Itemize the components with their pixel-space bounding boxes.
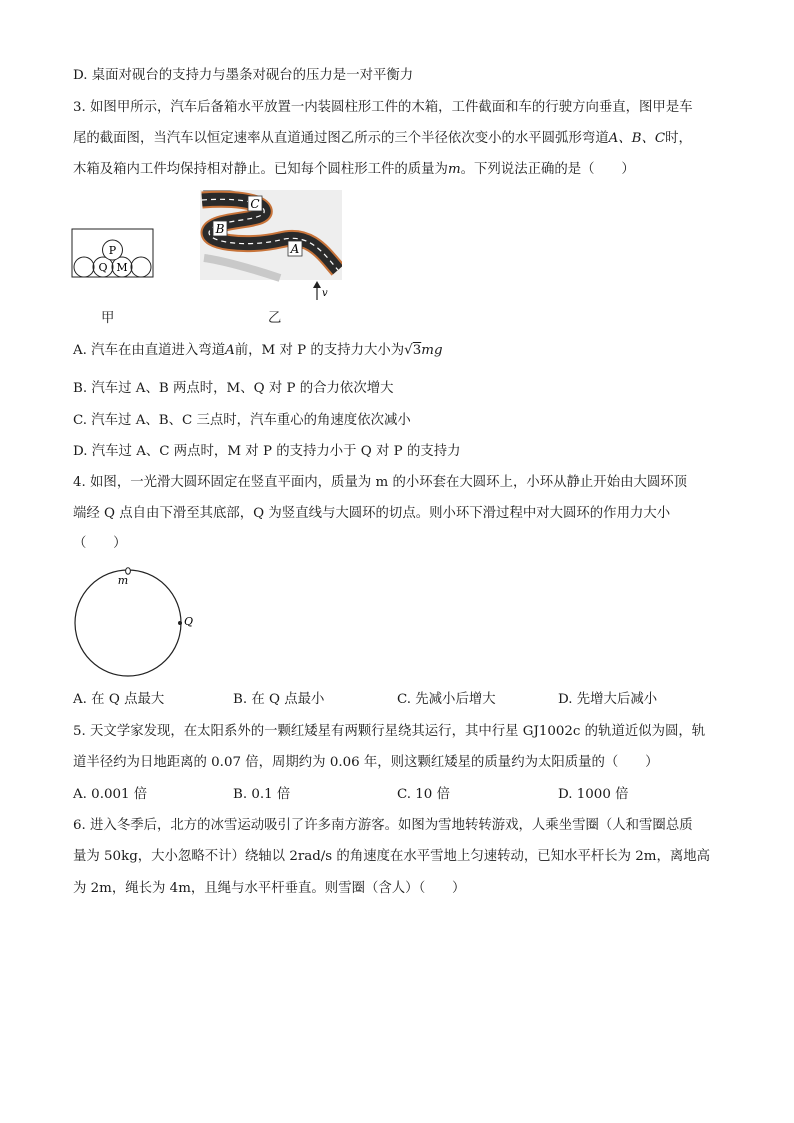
q5-option-a: A. 0.001 倍 (73, 787, 148, 802)
q2-option-d: D. 桌面对砚台的支持力与墨条对砚台的压力是一对平衡力 (73, 68, 414, 83)
cylinder-right-outer (131, 257, 151, 277)
label-m: M (116, 261, 128, 274)
q4-stem-line2: 端经 Q 点自由下滑至其底部，Q 为竖直线与大圆环的切点。则小环下滑过程中对大圆环的作用力大小 (73, 506, 671, 521)
q3-option-a: A. 汽车在由直道进入弯道A前，M 对 P 的支持力大小为√3mg (73, 343, 443, 358)
label-q: Q (98, 261, 108, 274)
q3-option-d: D. 汽车过 A、C 两点时，M 对 P 的支持力小于 Q 对 P 的支持力 (73, 444, 461, 459)
q4-option-c: C. 先减小后增大 (397, 692, 496, 707)
q3-bend-letters: A、B、C (608, 131, 666, 146)
q5-option-b: B. 0.1 倍 (233, 787, 291, 802)
q4-ring-figure (70, 566, 200, 681)
q5-stem-line1: 5. 天文学家发现，在太阳系外的一颗红矮星有两颗行星绕其运行，其中行星 GJ1002c 的轨道近似为圆，轨 (73, 724, 706, 739)
label-p: P (108, 244, 117, 257)
velocity-label: v (322, 288, 328, 299)
q6-stem-line1: 6. 进入冬季后，北方的冰雪运动吸引了许多南方游客。如图为雪地转转游戏，人乘坐雪圈（人和雪圈总质 (73, 818, 693, 833)
q4-stem-line1: 4. 如图，一光滑大圆环固定在竖直平面内，质量为 m 的小环套在大圆环上，小环从静止开始由大圆环顶 (73, 475, 688, 490)
bend-a-label: A (290, 242, 300, 256)
q3-stem-line3: 木箱及箱内工件均保持相对静止。已知每个圆柱形工件的质量为m。下列说法正确的是（ ） (73, 162, 635, 177)
q6-stem-line3: 为 2m，绳长为 4m，且绳与水平杆垂直。则雪圈（含人）（ ） (73, 881, 466, 896)
q4-option-d: D. 先增大后减小 (558, 692, 658, 707)
q4-option-b: B. 在 Q 点最小 (233, 692, 325, 707)
q3-stem-line1: 3. 如图甲所示，汽车后备箱水平放置一内装圆柱形工件的木箱，工件截面和车的行驶方向垂直，图甲是车 (73, 100, 693, 115)
cylinder-left-outer (74, 257, 94, 277)
bend-c-label: C (250, 197, 260, 211)
q4-stem-line3: （ ） (73, 536, 127, 551)
q3-figure-jia (70, 226, 156, 280)
q3-option-b: B. 汽车过 A、B 两点时，M、Q 对 P 的合力依次增大 (73, 381, 394, 396)
q3-mass-symbol: m (447, 162, 461, 177)
ring-label-m: m (117, 574, 129, 587)
q4-option-a: A. 在 Q 点最大 (73, 692, 165, 707)
q6-stem-line2: 量为 50kg，大小忽略不计）绕轴以 2rad/s 的角速度在水平雪地上匀速转动，已知水平杆长为 2m，离地高 (73, 849, 711, 864)
q3-figure-yi (200, 190, 342, 308)
sqrt-symbol: √ (404, 343, 413, 358)
q3-caption-yi: 乙 (268, 311, 282, 326)
q5-option-d: D. 1000 倍 (558, 787, 629, 802)
q3-option-c: C. 汽车过 A、B、C 三点时，汽车重心的角速度依次减小 (73, 413, 411, 428)
q3-caption-jia: 甲 (101, 311, 115, 326)
q3-stem-line2: 尾的截面图，当汽车以恒定速率从直道通过图乙所示的三个半径依次变小的水平圆弧形弯道A、B、C时， (73, 131, 692, 146)
bend-b-label: B (215, 222, 225, 236)
ring-label-q: Q (184, 615, 194, 628)
point-q (178, 621, 182, 625)
q5-stem-line2: 道半径约为日地距离的 0.07 倍，周期约为 0.06 年，则这颗红矮星的质量约为太阳质量的（ ） (73, 755, 659, 770)
q5-option-c: C. 10 倍 (397, 787, 450, 802)
